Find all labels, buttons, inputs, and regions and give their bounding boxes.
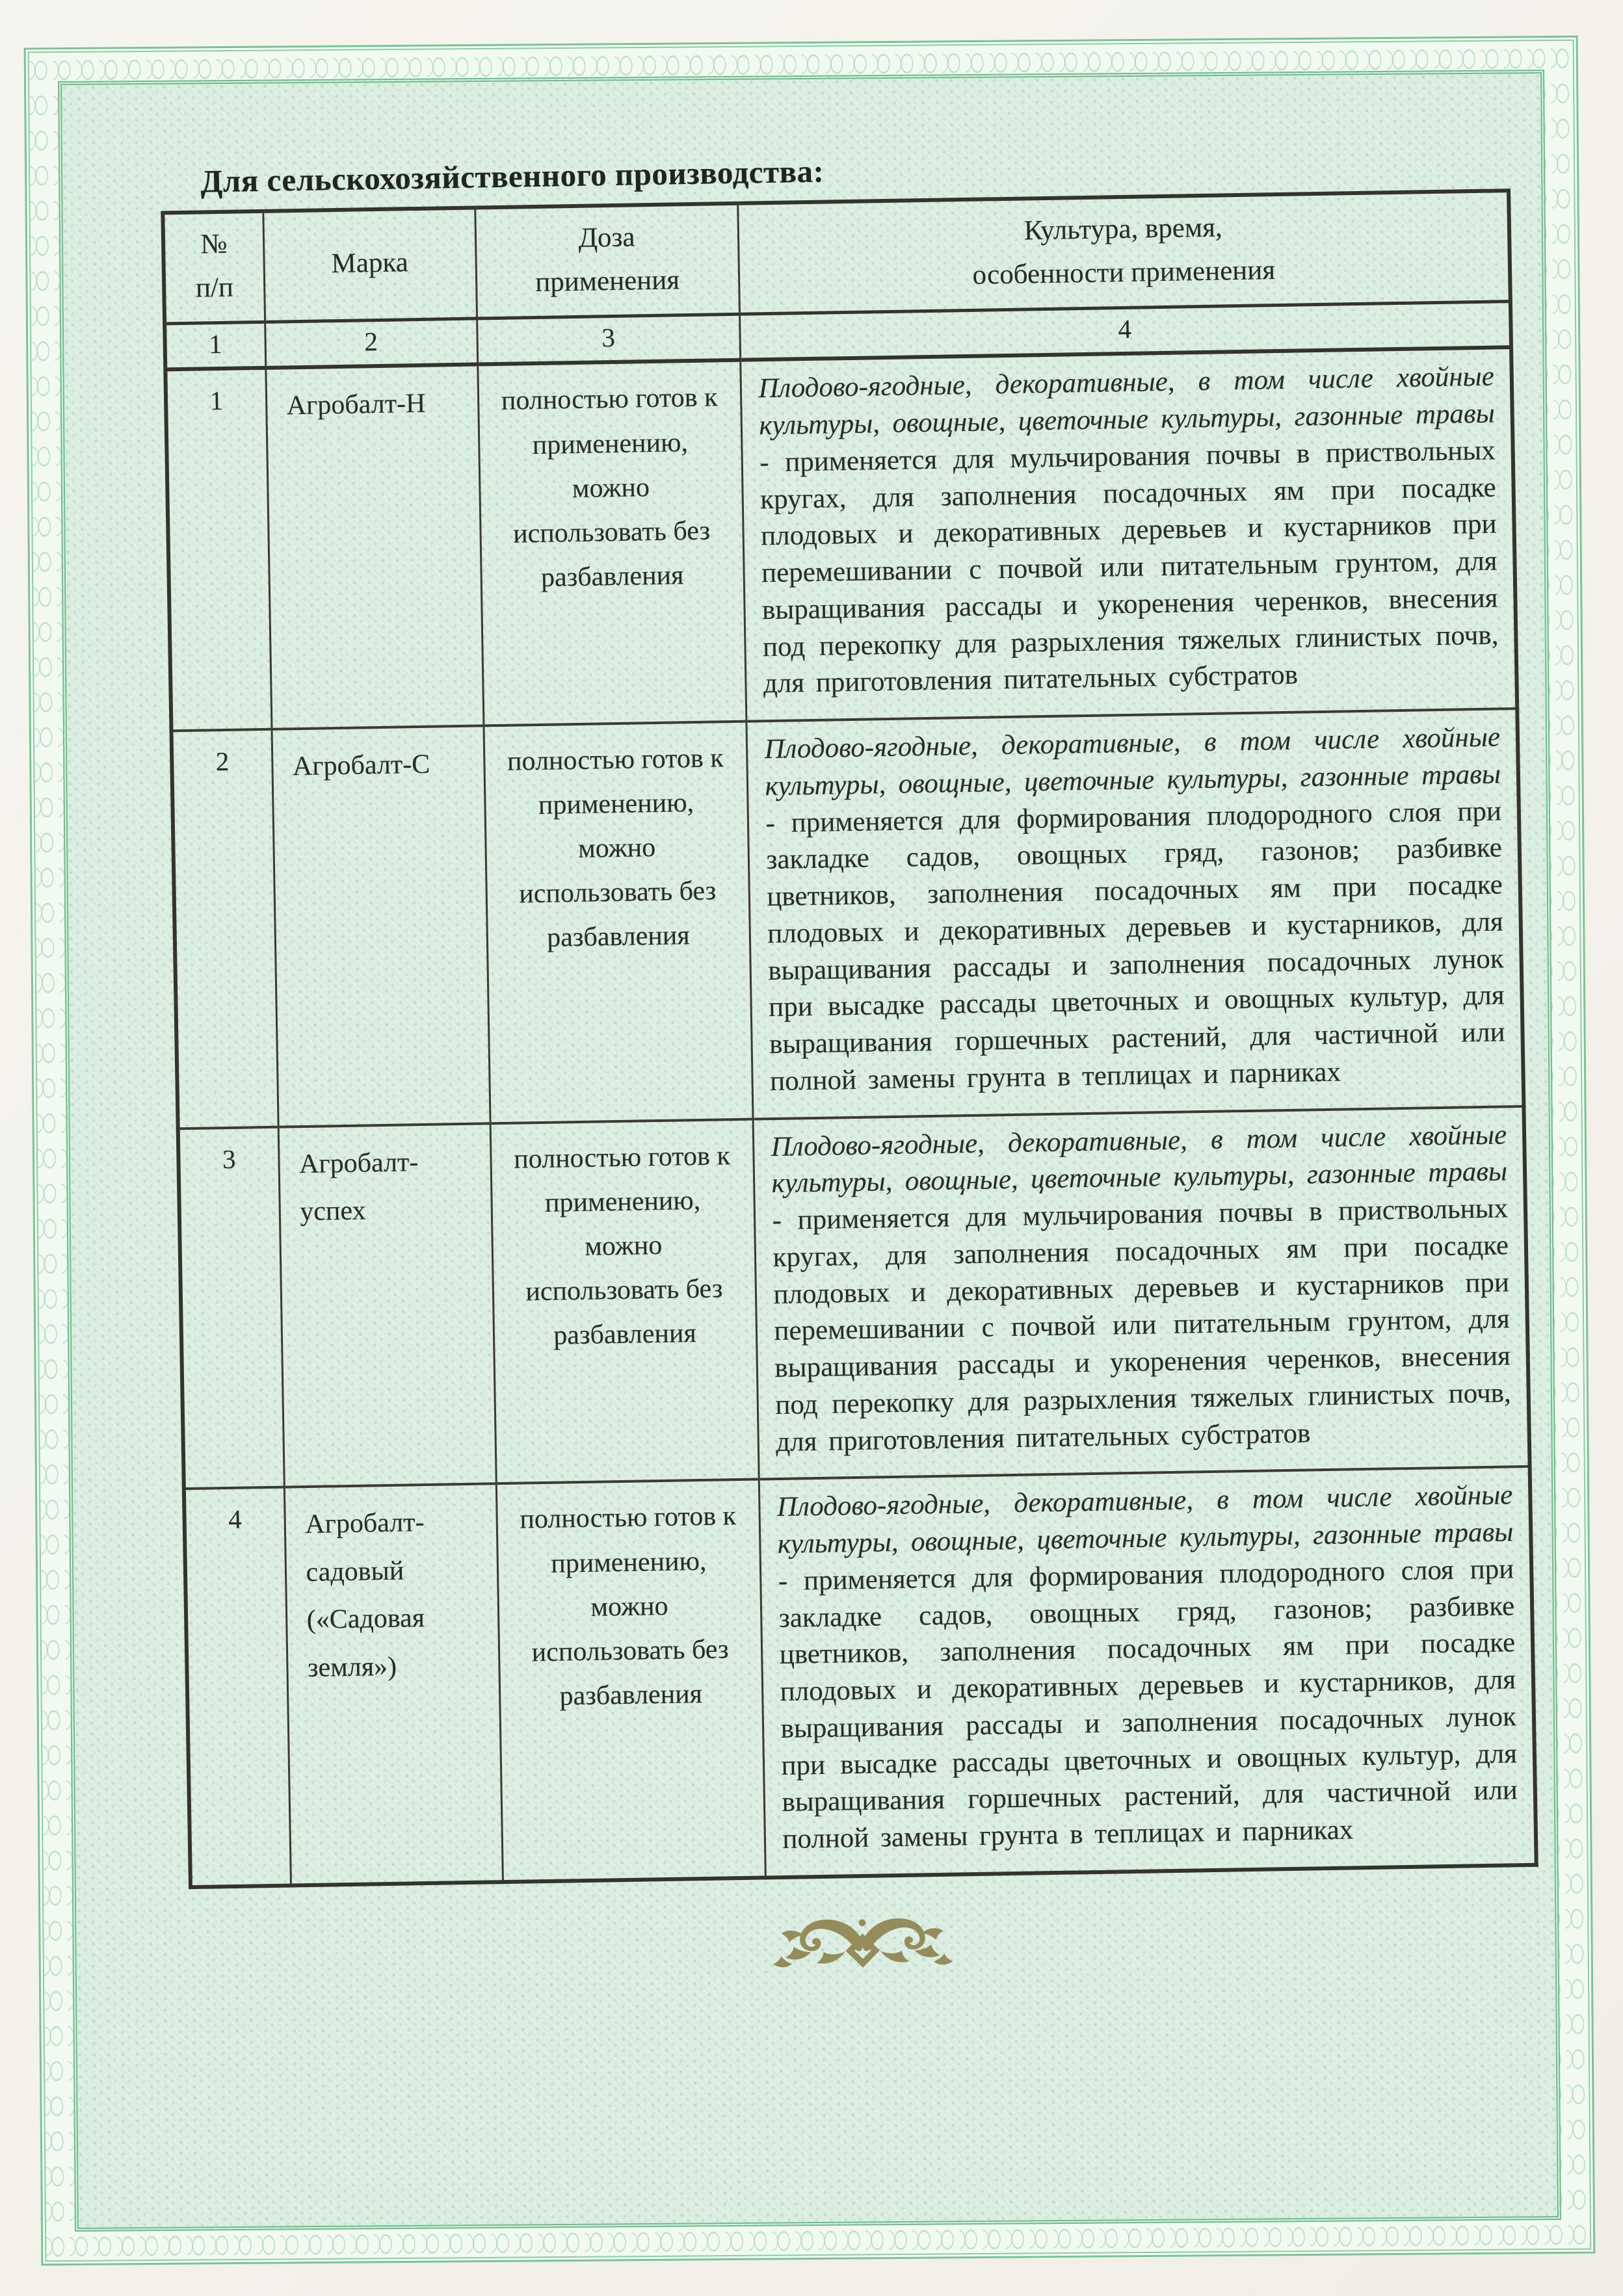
row-number: 3 [178,1127,284,1489]
culture-crops-lead: Плодово-ягодные, декоративные, в том числе хвойные культуры, овощные, цветочные культуры, газонные травы - [764,722,1501,839]
header-culture-line2: особенности применения [972,254,1276,291]
column-index-2: 2 [265,319,477,368]
column-index-1: 1 [165,322,265,370]
row-number: 4 [184,1487,291,1887]
header-dose-line1: Доза [578,222,635,254]
products-table [161,189,1538,1889]
column-index-3: 3 [477,315,740,365]
header-cell-number [163,211,265,324]
document-sheet [160,140,1561,1986]
dose-text: полностью готов к применению, можно использовать без разбавления [483,722,752,1123]
guilloche-border-band [28,40,1592,2262]
brand-name: Агробалт-успех [278,1123,496,1487]
table-row-agrobalt-uspekh [178,1106,1530,1489]
dose-text: полностью готов к применению, можно использовать без разбавления [490,1119,759,1483]
culture-text [740,348,1517,722]
culture-crops-lead: Плодово-ягодные, декоративные, в том числе хвойные культуры, овощные, цветочные культуры, газонные травы - [776,1480,1514,1597]
brand-name: Агробалт-С [272,726,490,1127]
culture-usage-rest: применяется для формирования плодородного слоя при закладке садов, овощных гряд, газонов; разбивке цветников, заполнения посадочных ям при посадке плодовых и декоративных деревьев и кустарников, для выращивания рассады и заполнения посадочных лунок при высадке рассады цветочных и овощных культур, для выращивания горшечных растений, для частичной или полной замены грунта в теплицах и парниках [766,796,1505,1097]
culture-usage-rest: применяется для мульчирования почвы в приствольных кругах, для заполнения посадочных ям при посадке плодовых и декоративных деревьев и кустарников при перемешивании с почвой или питательным грунтом, для выращивания рассады и укоренения черенков, внесения под перекопку для разрыхления тяжелых глинистых почв, для приготовления питательных субстратов [759,435,1499,699]
header-number-line1: № [200,228,228,260]
header-brand-line1: Марка [331,247,409,280]
header-number-line2: п/п [195,272,234,304]
header-dose-line2: применения [534,264,680,298]
culture-text [759,1467,1537,1877]
header-culture-line1: Культура, время, [1023,212,1223,246]
brand-name: Агробалт-Н [265,365,483,729]
row-number: 2 [172,729,278,1128]
dose-text: полностью готов к применению, можно использовать без разбавления [496,1480,765,1882]
brand-name: Агробалт-садовый («Садовая земля») [284,1484,503,1886]
row-number: 1 [165,368,271,731]
table-row-agrobalt-n [165,348,1517,731]
header-cell-culture [737,190,1511,314]
culture-usage-rest: применяется для формирования плодородного слоя при закладке садов, овощных гряд, газонов; разбивке цветников, заполнения посадочных ям при посадке плодовых и декоративных деревьев и кустарников, для выращивания рассады и заполнения посадочных лунок при высадке рассады цветочных и овощных культур, для выращивания горшечных растений, для частичной или полной замены грунта в теплицах и парниках [778,1554,1518,1855]
table-row-agrobalt-sadovy [184,1467,1537,1887]
dose-text: полностью готов к применению, можно использовать без разбавления [477,360,746,725]
content-area [58,70,1561,2232]
table-header-row [163,190,1511,324]
floral-scroll-flourish-icon [767,1913,958,1974]
certificate-frame [24,36,1596,2266]
culture-usage-rest: применяется для мульчирования почвы в приствольных кругах, для заполнения посадочных ям при посадке плодовых и декоративных деревьев и кустарников при перемешивании с почвой или питательным грунтом, для выращивания рассады и укоренения черенков, внесения под перекопку для разрыхления тяжелых глинистых почв, для приготовления питательных субстратов [772,1193,1512,1457]
header-cell-dose [475,203,739,319]
column-index-4: 4 [739,302,1511,360]
culture-text [746,709,1524,1119]
header-cell-brand [263,207,477,322]
culture-crops-lead: Плодово-ягодные, декоративные, в том числе хвойные культуры, овощные, цветочные культуры, газонные травы - [758,361,1496,478]
culture-text [753,1106,1530,1480]
table-row-agrobalt-s [172,709,1524,1128]
culture-crops-lead: Плодово-ягодные, декоративные, в том числе хвойные культуры, овощные, цветочные культуры, газонные травы - [771,1119,1508,1236]
footer-ornament [189,1903,1536,1986]
page-title: Для сельскохозяйственного производства: [200,153,825,200]
